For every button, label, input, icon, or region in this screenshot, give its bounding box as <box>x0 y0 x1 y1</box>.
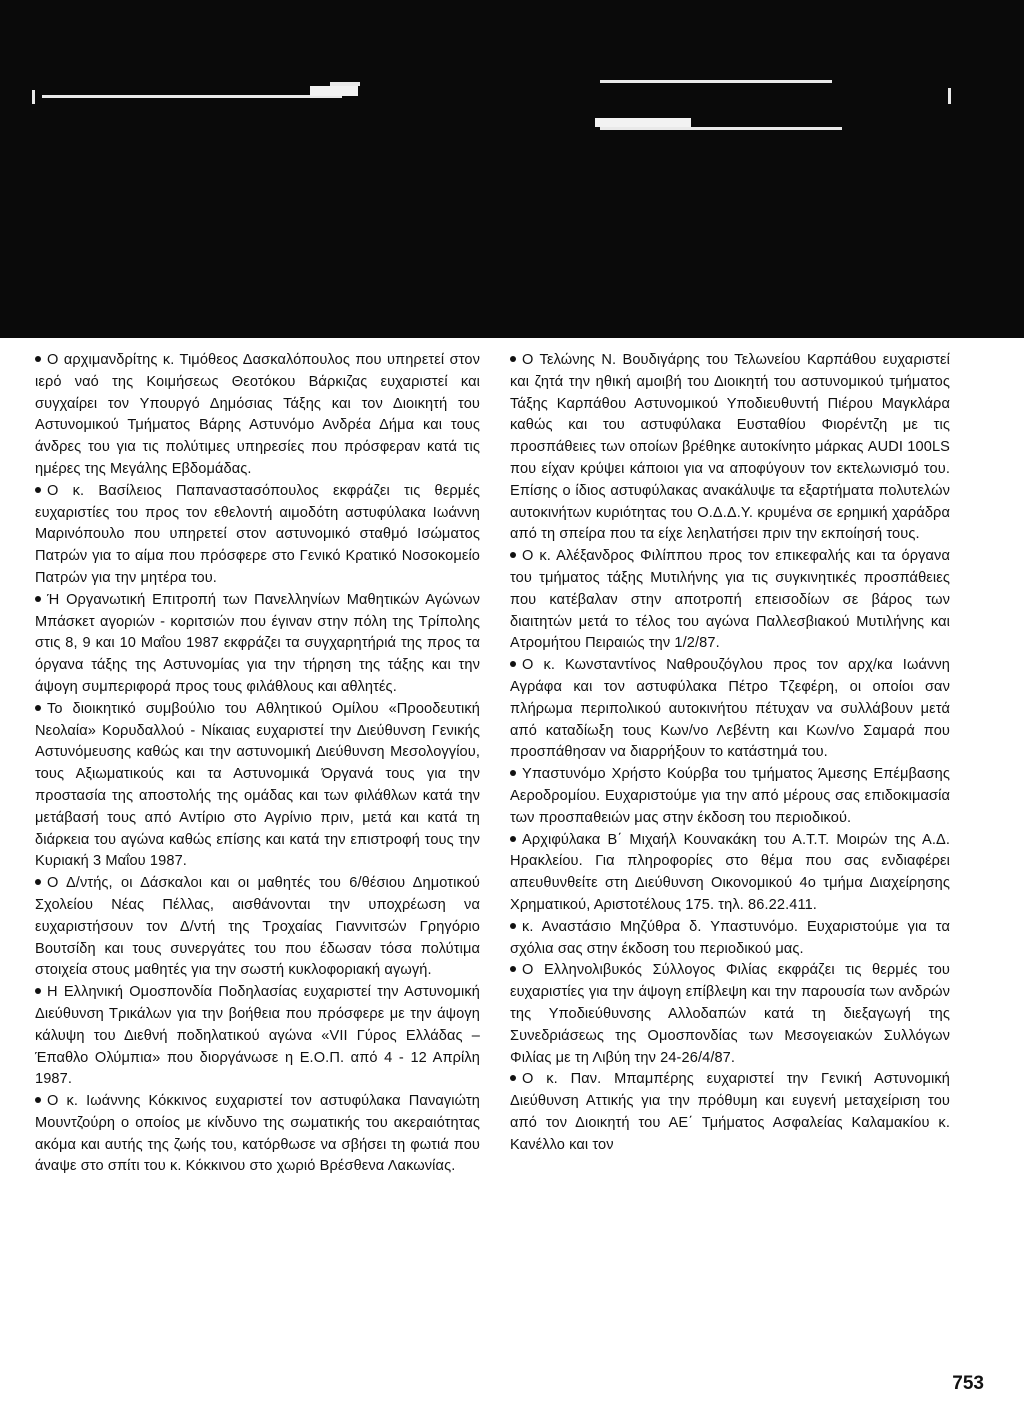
notice-paragraph <box>510 350 950 546</box>
right-text-column <box>510 350 950 1156</box>
bullet-icon <box>35 879 41 885</box>
bullet-icon <box>35 705 41 711</box>
notice-paragraph <box>510 960 950 1069</box>
notice-paragraph <box>35 350 480 481</box>
left-text-column <box>35 350 480 1178</box>
notice-text: Αρχιφύλακα Β΄ Μιχαήλ Κουνακάκη του Α.Τ.Τ. Μοιρών της Α.Δ. Ηρακλείου. Για πληροφορίες στο θέμα που σας ενδιαφέρει απευθυνθείτε στη Διεύθυνση Οικονομικού 4ο τμήμα Διαχείρησης Χρηματικού, Αριστοτέλους 175. τηλ. 86.22.411. <box>510 831 950 913</box>
notice-paragraph <box>510 917 950 961</box>
notice-text: Ή Οργανωτική Επιτροπή των Πανελληνίων Μαθητικών Αγώνων Μπάσκετ αγοριών - κοριτσιών που έγιναν στην πόλη της Τρίπολης στις 8, 9 και 10 Μαΐου 1987 εκφράζει τα συγχαρητήριά της προς τα όργανα τάξης της Αστυνομίας για την τήρηση της τάξης και την άψογη συμπεριφορά προς τους φιλάθλους και αθλητές. <box>35 591 480 695</box>
notice-paragraph <box>510 764 950 829</box>
bullet-icon <box>510 661 516 667</box>
bullet-icon <box>35 988 41 994</box>
header-line <box>600 127 842 130</box>
notice-paragraph <box>35 1091 480 1178</box>
notice-paragraph <box>35 590 480 699</box>
notice-text: Το διοικητικό συμβούλιο του Αθλητικού Ομίλου «Προοδευτική Νεολαία» Κορυδαλλού - Νίκαιας ευχαριστεί την Διεύθυνση Γενικής Αστυνόμευσης καθώς και την αστυνομική Διεύθυνση Μεσολογγίου, τους Αξιωματικούς και τα Αστυνομικά Όργανά τους για την προστασία της αποστολής της ομάδας και των φιλάθλων κατά την μετάβασή τους από Αντίριο στο Αγρίνιο πριν, μετά και κατά τη διάρκεια του αγώνα καθώς επίσης και κατά την επιστροφή τους την Κυριακή 3 Μαΐου 1987. <box>35 700 480 870</box>
notice-text: Ο κ. Ιωάννης Κόκκινος ευχαριστεί τον αστυφύλακα Παναγιώτη Μουντζούρη ο οποίος με κίνδυνο της σωματικής του ακεραιότητας ακόμα και αυτής της ζωής του, κατόρθωσε να σβήσει τη φωτιά που άναψε στο σπίτι του κ. Κόκκινου στο χωριό Βρέσθενα Λακωνίας. <box>35 1093 480 1175</box>
notice-text: Ο Ελληνολιβυκός Σύλλογος Φιλίας εκφράζει τις θερμές του ευχαριστίες για την άψογη επίβλεψη και την παρουσία των ανδρών της Υποδιεύθυνσης Αλλοδαπών κατά τη διεξαγωγή της Συνεδριάσεως της Ομοσπονδίας των Μεσογειακών Συλλόγων Φιλίας με τη Λιβύη την 24-26/4/87. <box>510 962 950 1066</box>
bullet-icon <box>510 552 516 558</box>
notice-paragraph <box>510 830 950 917</box>
notice-text: Η Ελληνική Ομοσπονδία Ποδηλασίας ευχαριστεί την Αστυνομική Διεύθυνση Τρικάλων για την βοήθεια που πρόσφερε με την άψογη κάλυψη του Διεθνή ποδηλατικού αγώνα «VII Γύρος Ελλάδας – Έπαθλο Ολύμπια» που διοργάνωσε η Ε.Ο.Π. από 4 - 12 Απρίλη 1987. <box>35 984 480 1088</box>
notice-text: Ο Τελώνης Ν. Βουδιγάρης του Τελωνείου Καρπάθου ευχαριστεί και ζητά την ηθική αμοιβή του Διοικητή του αστυνομικού τμήματος Τάξης Καρπάθου Αστυνομικού Υποδιευθυντή Πιέρου Μαγκλάρα καθώς και του αστυφύλακα Ευσταθίου Φιορέντζη με τις προσπάθειες των οποίων βρέθηκε αυτοκίνητο μάρκας AUDI 100LS που είχαν κρύψει κάποιοι για να αποφύγουν τον εκτελωνισμό του. Επίσης ο ίδιος αστυφύλακας ανακάλυψε τα εξαρτήματα πολυτελών αυτοκινήτων κυριότητας του Ο.Δ.Δ.Υ. κρυμένα σε ερημική χαράδρα από τη σπείρα που τα είχε λεηλατήσει πριν την εκποίησή τους. <box>510 352 950 543</box>
notice-text: Ο κ. Κωνσταντίνος Ναθρουζόγλου προς τον αρχ/κα Ιωάννη Αγράφα και τον αστυφύλακα Πέτρο Τζεφέρη, οι οποίοι σαν πλήρωμα περιπολικού αυτοκινήτου πέτυχαν να συλλάβουν μετά από καταδίωξη τους Κων/νο Λεβέντη και Κων/νο Σαμαρά που προσπάθησαν να διαρρήξουν το κατάστημά του. <box>510 657 950 761</box>
notice-paragraph <box>35 873 480 982</box>
notice-paragraph <box>35 982 480 1091</box>
bullet-icon <box>510 836 516 842</box>
header-image-dark <box>0 0 1024 338</box>
notice-paragraph <box>510 1069 950 1156</box>
notice-text: Υπαστυνόμο Χρήστο Κούρβα του τμήματος Άμεσης Επέμβασης Αεροδρομίου. Ευχαριστούμε για την από μέρους σας επιδοκιμασία των προσπαθειών μας στην έκδοση του περιοδικού. <box>510 766 950 826</box>
notice-paragraph <box>510 546 950 655</box>
bullet-icon <box>510 356 516 362</box>
bullet-icon <box>35 1097 41 1103</box>
header-line <box>600 80 832 83</box>
notice-paragraph <box>35 481 480 590</box>
header-line <box>595 118 691 127</box>
notice-text: Ο αρχιμανδρίτης κ. Τιμόθεος Δασκαλόπουλος που υπηρετεί στον ιερό ναό της Κοιμήσεως Θεοτόκου Βάρκιζας ευχαριστεί και συγχαίρει τον Υπουργό Δημόσιας Τάξης και τον Διοικητή του Αστυνομικού Τμήματος Βάρης Αστυνόμο Ανδρέα Δήμα και τους άνδρες του για τις πολύτιμες υπηρεσίες που πρόσφεραν κατά τις ημέρες της Μεγάλης Εβδομάδας. <box>35 352 480 477</box>
notice-text: Ο Δ/ντής, οι Δάσκαλοι και οι μαθητές του 6/θέσιου Δημοτικού Σχολείου Νέας Πέλλας, αισθάνονται την υποχρέωση να ευχαριστήσουν τον Δ/ντή της Τροχαίας Γιαννιτσών Γρηγόριο Βουτσίδη και τους συνεργάτες του που έδωσαν τόσα πολύτιμα στοιχεία στους μαθητές για την σωστή κυκλοφοριακή αγωγή. <box>35 875 480 979</box>
bullet-icon <box>510 923 516 929</box>
bullet-icon <box>510 966 516 972</box>
notice-text: Ο κ. Παν. Μπαμπέρης ευχαριστεί την Γενική Αστυνομική Διεύθυνση Αττικής για την πρόθυμη και ευγενή μεταχείριση του από τον Διοικητή του ΑΕ΄ Τμήματος Ασφαλείας Καλαμακίου κ. Κανέλλο και τον <box>510 1071 950 1153</box>
header-line <box>330 82 360 86</box>
notice-text: κ. Αναστάσιο Μηζύθρα δ. Υπαστυνόμο. Ευχαριστούμε για τα σχόλια σας στην έκδοση του περιοδικού μας. <box>510 918 950 957</box>
bullet-icon <box>510 1075 516 1081</box>
notice-paragraph <box>510 655 950 764</box>
header-line <box>32 90 35 104</box>
notice-text: Ο κ. Αλέξανδρος Φιλίππου προς τον επικεφαλής και τα όργανα του τμήματος τάξης Μυτιλήνης για τις συγκινητικές προσπάθειες που κατέβαλαν στην αποτροπή επεισοδίων σε βάρος των διαιτητών μετά το τέλος του αγώνα Παλλεσβιακού Μυτιλήνης και Ατρομήτου Πειραιώς την 1/2/87. <box>510 548 950 652</box>
header-line <box>948 88 951 104</box>
page-number: 753 <box>952 1373 984 1394</box>
header-line <box>310 86 358 96</box>
bullet-icon <box>35 596 41 602</box>
notice-text: Ο κ. Βασίλειος Παπαναστασόπουλος εκφράζει τις θερμές ευχαριστίες του προς τον εθελοντή αιμοδότη αστυφύλακα Ιωάννη Μαρινόπουλο που υπηρετεί στον αστυνομικό σταθμό Ισώματος Πατρών για το αίμα που πρόσφερε στο Γενικό Κρατικό Νοσοκομείο Πατρών για την μητέρα του. <box>35 482 480 586</box>
bullet-icon <box>35 356 41 362</box>
bullet-icon <box>510 770 516 776</box>
notice-paragraph <box>35 699 480 873</box>
header-line <box>42 95 342 98</box>
bullet-icon <box>35 487 41 493</box>
